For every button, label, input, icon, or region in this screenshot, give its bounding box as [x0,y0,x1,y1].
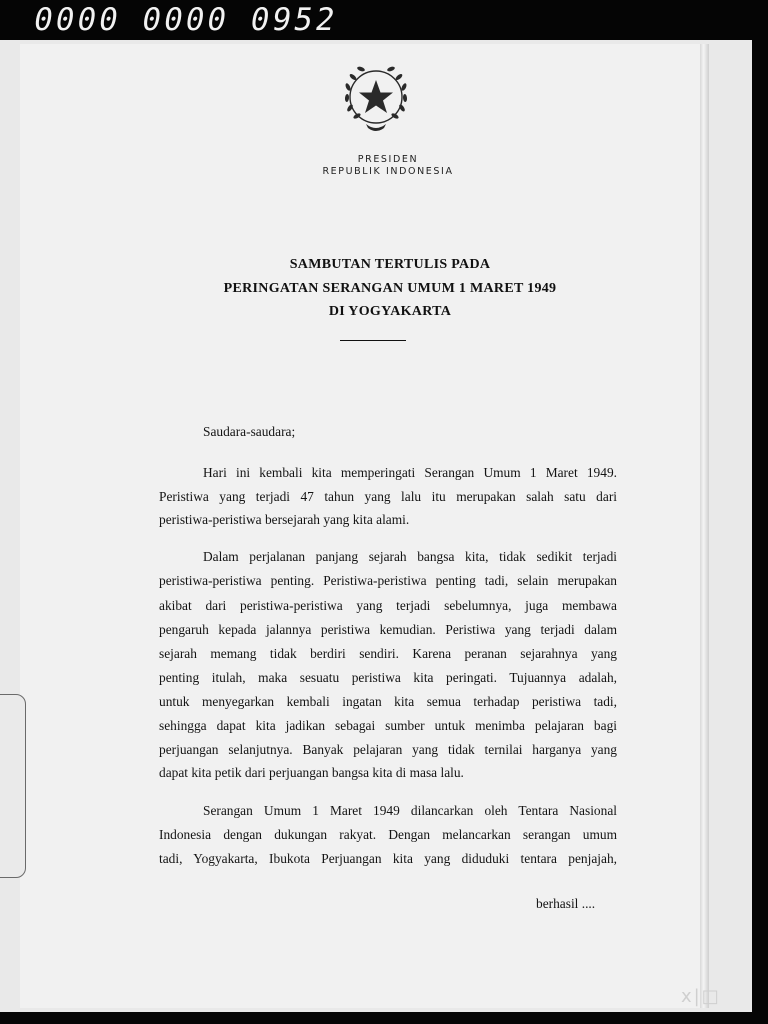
paragraph-line: Peristiwa yang terjadi 47 tahun yang lalu itu merupakan salah satu dari [159,489,617,504]
film-frame-number: 0000 0000 0952 [30,2,341,38]
document-title-line: PERINGATAN SERANGAN UMUM 1 MARET 1949 [223,281,557,296]
paragraph-line: Indonesia dengan dukungan rakyat. Dengan melancarkan serangan umum [159,827,617,842]
paragraph-line: peristiwa-peristiwa penting. Peristiwa-peristiwa penting tadi, selain merupakan [159,573,617,588]
paragraph-line: perjuangan selanjutnya. Banyak pelajaran yang tidak ternilai harganya yang [159,742,617,757]
paragraph-line: peristiwa-peristiwa bersejarah yang kita alami. [159,512,410,527]
paragraph-line: akibat dari peristiwa-peristiwa yang terjadi sebelumnya, juga membawa [159,598,617,613]
page-edge-shadow [700,44,709,1008]
scan-corner-mark: x|□ [681,986,721,1007]
paragraph-line: dapat kita petik dari perjuangan bangsa kita di masa lalu. [159,765,464,780]
paragraph-line: untuk menyegarkan kembali ingatan kita semua terhadap peristiwa tadi, [159,694,617,709]
document-title-line: DI YOGYAKARTA [328,304,452,319]
paragraph-line: Hari ini kembali kita memperingati Serangan Umum 1 Maret 1949. [203,465,617,480]
paragraph-line: sehingga dapat kita jadikan sebagai sumber untuk menimba pelajaran bagi [159,718,617,733]
letterhead-line-republik: REPUBLIK INDONESIA [322,166,454,177]
paragraph-line: Serangan Umum 1 Maret 1949 dilancarkan oleh Tentara Nasional [203,803,617,818]
paragraph-line: penting itulah, maka sesuatu peristiwa kita peringati. Tujuannya adalah, [159,670,617,685]
salutation: Saudara-saudara; [203,424,296,439]
letterhead-line-presiden: PRESIDEN [357,154,419,165]
paragraph-line: tadi, Yogyakarta, Ibukota Perjuangan kita yang diduduki tentara penjajah, [159,851,617,866]
document-title-line: SAMBUTAN TERTULIS PADA [289,257,491,272]
binder-clip [0,694,26,878]
page-continuation-word: berhasil .... [536,896,596,911]
paragraph-line: Dalam perjalanan panjang sejarah bangsa kita, tidak sedikit terjadi [203,549,617,564]
title-underline-rule [340,340,406,341]
paragraph-line: pengaruh kepada jalannya peristiwa kemudian. Peristiwa yang terjadi dalam [159,622,617,637]
presidential-seal-star-wreath-icon [333,56,419,142]
paragraph-line: sejarah memang tidak berdiri sendiri. Karena peranan sejarahnya yang [159,646,617,661]
